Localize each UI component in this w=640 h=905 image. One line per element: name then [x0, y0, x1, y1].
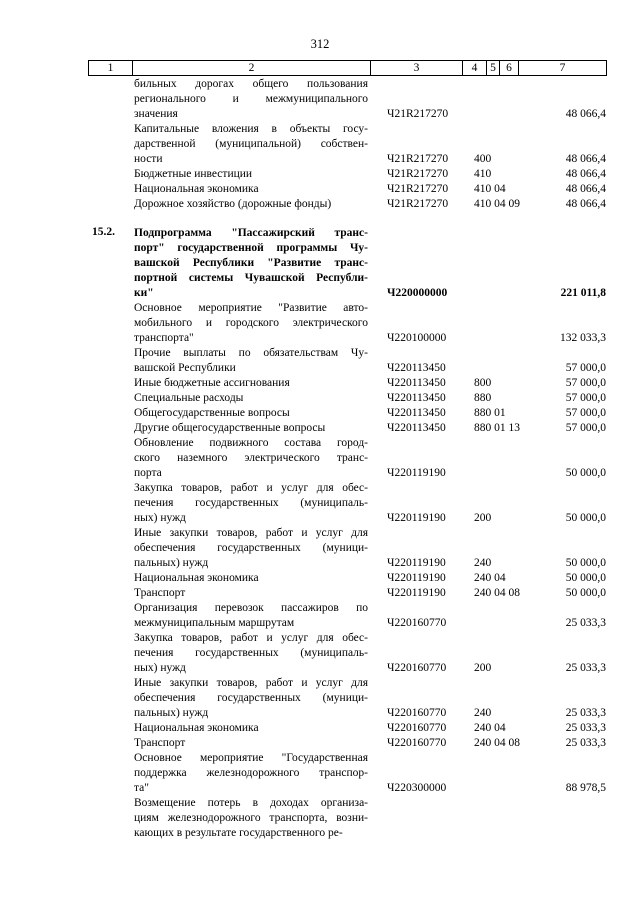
- page-number: 312: [310, 37, 330, 51]
- description-line: печения государственных (муниципаль-: [134, 647, 368, 659]
- description-line: пальных) нужд: [134, 557, 209, 569]
- table-row: [0, 406, 640, 421]
- header-col-7: 7: [519, 61, 607, 76]
- description-line: ского наземного электрического транс-: [134, 452, 368, 464]
- row-description: [134, 481, 368, 526]
- row-amount: 57 000,0: [565, 377, 606, 389]
- description-line: вашской Республики: [134, 362, 236, 374]
- row-description: [134, 436, 368, 481]
- row-description: [134, 346, 368, 376]
- description-line: печения государственных (муниципаль-: [134, 497, 368, 509]
- description-line: Обновление подвижного состава город-: [134, 437, 368, 449]
- description-line: Другие общегосударственные вопросы: [134, 422, 326, 434]
- description-line: вашской Республики "Развитие транс-: [134, 257, 368, 269]
- description-line: регионального и межмуниципального: [134, 93, 368, 105]
- description-line: Иные бюджетные ассигнования: [134, 377, 290, 389]
- row-code: Ч220119190: [387, 587, 446, 599]
- row-description: [134, 167, 368, 182]
- description-line: Закупка товаров, работ и услуг для обес-: [134, 632, 368, 644]
- row-columns: 400: [474, 153, 492, 165]
- table-row: [0, 481, 640, 526]
- description-line: портной системы Чувашской Республи-: [134, 272, 368, 284]
- table-row: [0, 421, 640, 436]
- description-line: циям железнодорожного транспорта, возни-: [134, 812, 368, 824]
- row-columns: 880 01 13: [474, 422, 520, 434]
- row-amount: 25 033,3: [565, 737, 606, 749]
- table-row: [0, 526, 640, 571]
- row-code: Ч220113450: [387, 407, 446, 419]
- description-line: транспорта": [134, 332, 194, 344]
- description-line: пальных) нужд: [134, 707, 209, 719]
- description-line: ности: [134, 153, 163, 165]
- row-amount: 48 066,4: [565, 198, 606, 210]
- table-row: [0, 376, 640, 391]
- description-line: Подпрограмма "Пассажирский транс-: [134, 227, 368, 239]
- row-amount: 57 000,0: [565, 392, 606, 404]
- table-row: [0, 226, 640, 301]
- description-line: обеспечения государственных (муници-: [134, 692, 368, 704]
- description-line: бильных дорогах общего пользования: [134, 78, 368, 90]
- description-line: Транспорт: [134, 737, 186, 749]
- table-row: [0, 346, 640, 376]
- row-description: [134, 601, 368, 631]
- row-columns: 240: [474, 707, 492, 719]
- table-row: [0, 301, 640, 346]
- row-columns: 240 04 08: [474, 737, 520, 749]
- description-line: Национальная экономика: [134, 572, 259, 584]
- table-row: [0, 436, 640, 481]
- row-columns: 240 04 08: [474, 587, 520, 599]
- row-amount: 57 000,0: [565, 362, 606, 374]
- row-columns: 880: [474, 392, 492, 404]
- description-line: ных) нужд: [134, 512, 186, 524]
- row-amount: 221 011,8: [560, 287, 606, 299]
- description-line: Иные закупки товаров, работ и услуг для: [134, 527, 368, 539]
- row-amount: 88 978,5: [565, 782, 606, 794]
- row-code: Ч21R217270: [387, 168, 449, 180]
- row-number: 15.2.: [92, 226, 115, 238]
- row-description: [134, 421, 368, 436]
- row-code: Ч21R217270: [387, 153, 449, 165]
- table-row: [0, 796, 640, 841]
- description-line: дарственной (муниципальной) собствен-: [134, 138, 368, 150]
- row-code: Ч220000000: [387, 287, 448, 299]
- row-code: Ч220300000: [387, 782, 447, 794]
- row-amount: 48 066,4: [565, 108, 606, 120]
- table-row: [0, 122, 640, 167]
- row-description: [134, 571, 368, 586]
- row-description: [134, 122, 368, 167]
- row-description: [134, 526, 368, 571]
- budget-table-body: [0, 77, 640, 841]
- row-description: [134, 301, 368, 346]
- row-amount: 48 066,4: [565, 168, 606, 180]
- row-code: Ч220119190: [387, 557, 446, 569]
- row-amount: 25 033,3: [565, 617, 606, 629]
- row-code: Ч220160770: [387, 662, 447, 674]
- description-line: кающих в результате государственного ре-: [134, 827, 343, 839]
- row-code: Ч220119190: [387, 572, 446, 584]
- row-code: Ч220160770: [387, 707, 447, 719]
- table-row: [0, 721, 640, 736]
- row-code: Ч220119190: [387, 512, 446, 524]
- row-amount: 25 033,3: [565, 662, 606, 674]
- row-columns: 410 04: [474, 183, 506, 195]
- row-code: Ч220160770: [387, 617, 447, 629]
- table-header: [88, 60, 607, 76]
- row-description: [134, 631, 368, 676]
- description-line: Транспорт: [134, 587, 186, 599]
- description-line: Общегосударственные вопросы: [134, 407, 290, 419]
- row-columns: 200: [474, 512, 492, 524]
- description-line: порт" государственной программы Чу-: [134, 242, 368, 254]
- row-columns: 410 04 09: [474, 198, 520, 210]
- row-columns: 880 01: [474, 407, 506, 419]
- row-description: [134, 721, 368, 736]
- description-line: Прочие выплаты по обязательствам Чу-: [134, 347, 368, 359]
- description-line: Бюджетные инвестиции: [134, 168, 253, 180]
- table-row: [0, 197, 640, 212]
- row-amount: 25 033,3: [565, 722, 606, 734]
- row-description: [134, 751, 368, 796]
- row-columns: 240 04: [474, 572, 506, 584]
- description-line: Иные закупки товаров, работ и услуг для: [134, 677, 368, 689]
- row-columns: 240: [474, 557, 492, 569]
- table-row: [0, 391, 640, 406]
- description-line: Специальные расходы: [134, 392, 244, 404]
- row-code: Ч220113450: [387, 362, 446, 374]
- row-code: Ч21R217270: [387, 198, 449, 210]
- header-col-4: 4: [463, 61, 487, 76]
- row-description: [134, 586, 368, 601]
- description-line: межмуниципальным маршрутам: [134, 617, 295, 629]
- row-code: Ч220160770: [387, 737, 447, 749]
- row-amount: 25 033,3: [565, 707, 606, 719]
- table-row: [0, 676, 640, 721]
- row-description: [134, 676, 368, 721]
- row-amount: 57 000,0: [565, 407, 606, 419]
- row-code: Ч21R217270: [387, 108, 449, 120]
- description-line: Основное мероприятие "Государственная: [134, 752, 368, 764]
- description-line: ки": [134, 287, 154, 299]
- description-line: порта: [134, 467, 162, 479]
- row-amount: 48 066,4: [565, 183, 606, 195]
- header-col-6: 6: [500, 61, 519, 76]
- table-row: [0, 571, 640, 586]
- table-row: [0, 77, 640, 122]
- description-line: Возмещение потерь в доходах организа-: [134, 797, 368, 809]
- header-col-2: 2: [133, 61, 371, 76]
- description-line: Национальная экономика: [134, 722, 259, 734]
- table-row: [0, 586, 640, 601]
- table-row: [0, 631, 640, 676]
- table-row: [0, 182, 640, 197]
- row-amount: 132 033,3: [560, 332, 606, 344]
- row-description: [134, 406, 368, 421]
- row-description: [134, 736, 368, 751]
- row-amount: 50 000,0: [565, 557, 606, 569]
- description-line: значения: [134, 108, 178, 120]
- description-line: мобильного и городского электрического: [134, 317, 368, 329]
- row-code: Ч220100000: [387, 332, 447, 344]
- row-description: [134, 376, 368, 391]
- header-col-1: 1: [89, 61, 133, 76]
- row-amount: 50 000,0: [565, 587, 606, 599]
- row-code: Ч220113450: [387, 422, 446, 434]
- description-line: Организация перевозок пассажиров по: [134, 602, 368, 614]
- row-amount: 48 066,4: [565, 153, 606, 165]
- row-code: Ч220119190: [387, 467, 446, 479]
- table-row: [0, 601, 640, 631]
- row-description: [134, 226, 368, 301]
- row-amount: 50 000,0: [565, 467, 606, 479]
- row-code: Ч220160770: [387, 722, 447, 734]
- description-line: Закупка товаров, работ и услуг для обес-: [134, 482, 368, 494]
- row-code: Ч220113450: [387, 377, 446, 389]
- row-amount: 50 000,0: [565, 512, 606, 524]
- row-description: [134, 391, 368, 406]
- description-line: Национальная экономика: [134, 183, 259, 195]
- description-line: поддержка железнодорожного транспор-: [134, 767, 368, 779]
- header-col-3: 3: [371, 61, 463, 76]
- row-code: Ч220113450: [387, 392, 446, 404]
- row-amount: 50 000,0: [565, 572, 606, 584]
- header-col-5: 5: [487, 61, 500, 76]
- row-amount: 57 000,0: [565, 422, 606, 434]
- row-columns: 200: [474, 662, 492, 674]
- description-line: та": [134, 782, 149, 794]
- row-description: [134, 77, 368, 122]
- row-columns: 240 04: [474, 722, 506, 734]
- row-code: Ч21R217270: [387, 183, 449, 195]
- row-description: [134, 796, 368, 841]
- table-row: [0, 736, 640, 751]
- description-line: обеспечения государственных (муници-: [134, 542, 368, 554]
- row-description: [134, 182, 368, 197]
- table-row: [0, 167, 640, 182]
- description-line: Дорожное хозяйство (дорожные фонды): [134, 198, 332, 210]
- row-columns: 800: [474, 377, 492, 389]
- description-line: Основное мероприятие "Развитие авто-: [134, 302, 368, 314]
- row-columns: 410: [474, 168, 492, 180]
- description-line: ных) нужд: [134, 662, 186, 674]
- table-row: [0, 751, 640, 796]
- description-line: Капитальные вложения в объекты госу-: [134, 123, 368, 135]
- row-description: [134, 197, 368, 212]
